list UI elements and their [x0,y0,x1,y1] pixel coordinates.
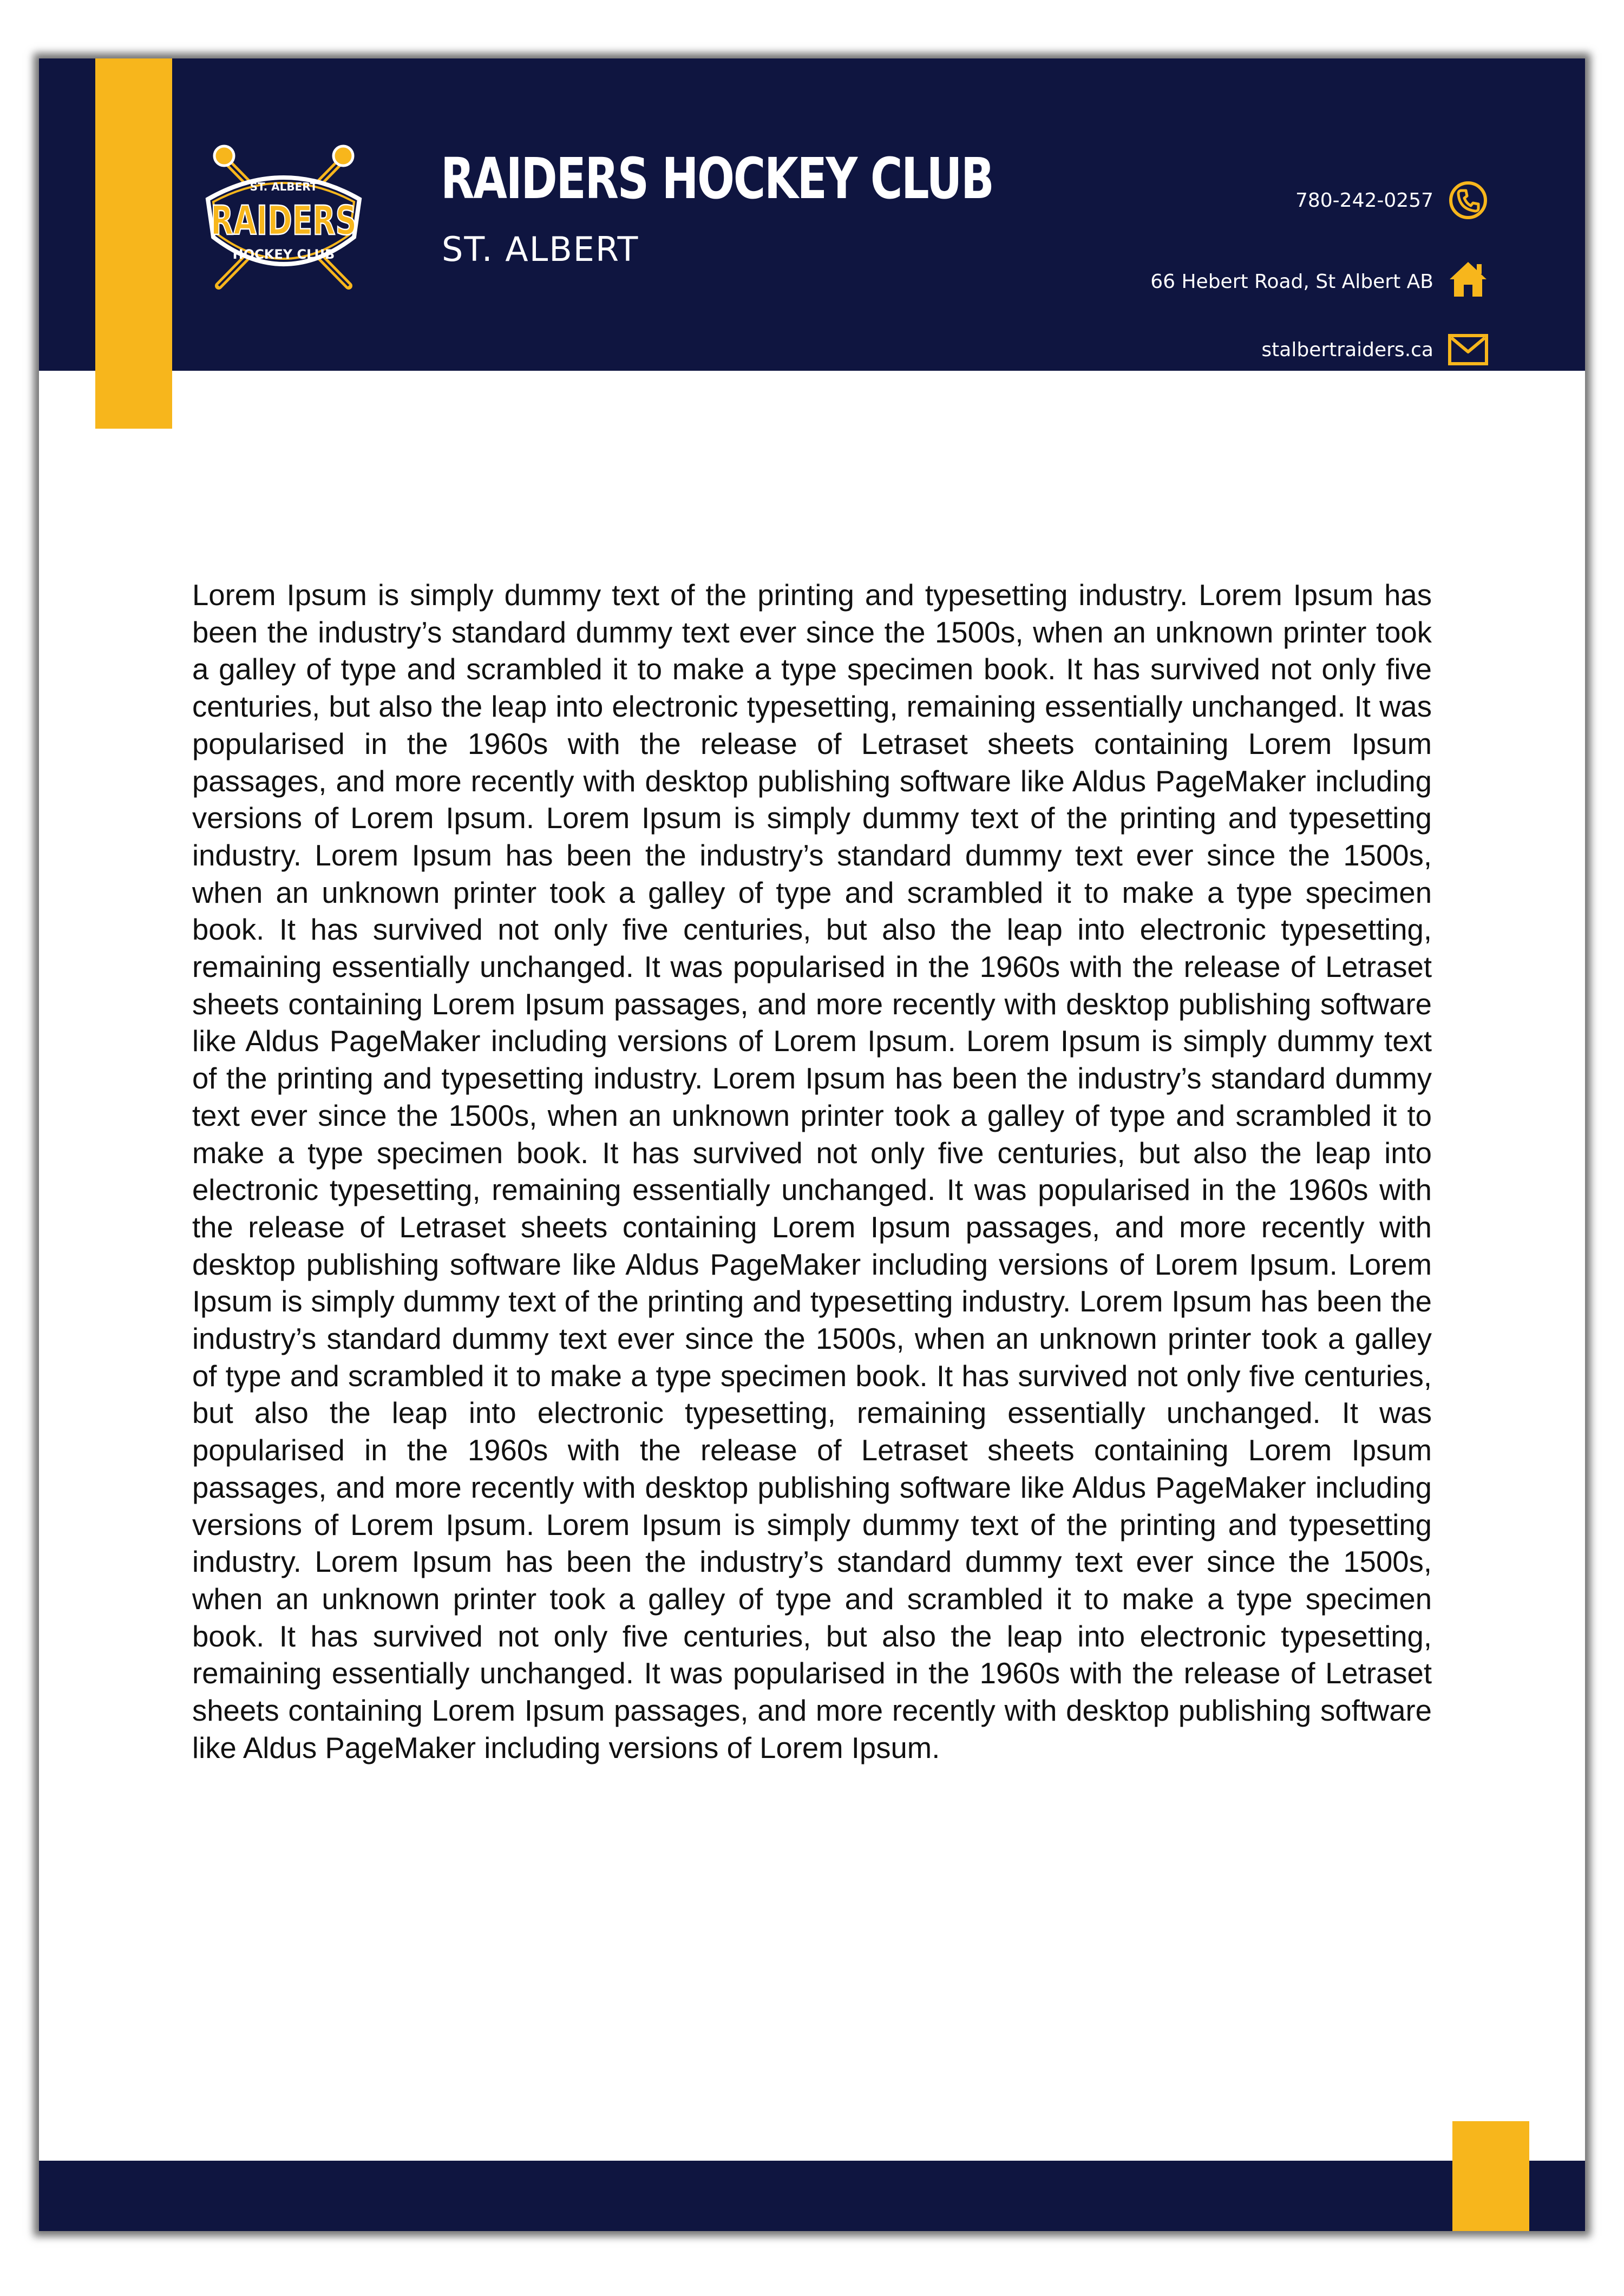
logo-main-text: RAIDERS [211,198,357,244]
club-city: ST. ALBERT [442,229,639,269]
home-icon [1446,258,1490,301]
phone-icon [1446,179,1490,222]
footer-band [39,2161,1585,2231]
logo-top-text: ST. ALBERT [250,180,318,193]
club-name: RAIDERS HOCKEY CLUB [441,146,993,212]
letter-body: Lorem Ipsum is simply dummy text of the printing and typesetting industry. Lorem Ipsum has been the industry’s standard dummy text ever since the 1500s, when an unknown printer took a galley of type and scrambled it to make a type specimen book. It has survived not only five centuries, but also the leap into electronic typesetting, remaining essentially unchanged. It was popularised in the 1960s with the release of Letraset sheets containing Lorem Ipsum passages, and more recently with desktop publishing software like Aldus PageMaker including versions of Lorem Ipsum. Lorem Ipsum is simply dummy text of the printing and typesetting industry. Lorem Ipsum has been the industry’s standard dummy text ever since the 1500s, when an unknown printer took a galley of type and scrambled it to make a type specimen book. It has survived not only five centuries, but also the leap into electronic typesetting, remaining essentially unchanged. It was popularised in the 1960s with the release of Letraset sheets containing Lorem Ipsum passages, and more recently with desktop publishing software like Aldus PageMaker including versions of Lorem Ipsum. Lorem Ipsum is simply dummy text of the printing and typesetting industry. Lorem Ipsum has been the industry’s standard dummy text ever since the 1500s, when an unknown printer took a galley of type and scrambled it to make a type specimen book. It has survived not only five centuries, but also the leap into electronic typesetting, remaining essentially unchanged. It was popularised in the 1960s with the release of Letraset sheets containing Lorem Ipsum passages, and more recently with desktop publishing software like Aldus PageMaker including versions of Lorem Ipsum. Lorem Ipsum is simply dummy text of the printing and typesetting industry. Lorem Ipsum has been the industry’s standard dummy text ever since the 1500s, when an unknown printer took a galley of type and scrambled it to make a type specimen book. It has survived not only five centuries, but also the leap into electronic typesetting, remaining essentially unchanged. It was popularised in the 1960s with the release of Letraset sheets containing Lorem Ipsum passages, and more recently with desktop publishing software like Aldus PageMaker including versions of Lorem Ipsum. Lorem Ipsum is simply dummy text of the printing and typesetting industry. Lorem Ipsum has been the industry’s standard dummy text ever since the 1500s, when an unknown printer took a galley of type and scrambled it to make a type specimen book. It has survived not only five centuries, but also the leap into electronic typesetting, remaining essentially unchanged. It was popularised in the 1960s with the release of Letraset sheets containing Lorem Ipsum passages, and more recently with desktop publishing software like Aldus PageMaker including versions of Lorem Ipsum. [192,579,1432,1764]
logo-bottom-text: HOCKEY CLUB [232,247,335,262]
raiders-logo [197,134,370,297]
website: stalbertraiders.ca [1261,338,1433,361]
address: 66 Hebert Road, St Albert AB [1150,270,1433,293]
letterhead-page [39,58,1585,2231]
accent-bar-top [95,58,172,429]
mail-icon [1446,328,1490,371]
phone-number: 780-242-0257 [1295,189,1433,212]
accent-bar-bottom [1452,2121,1529,2231]
